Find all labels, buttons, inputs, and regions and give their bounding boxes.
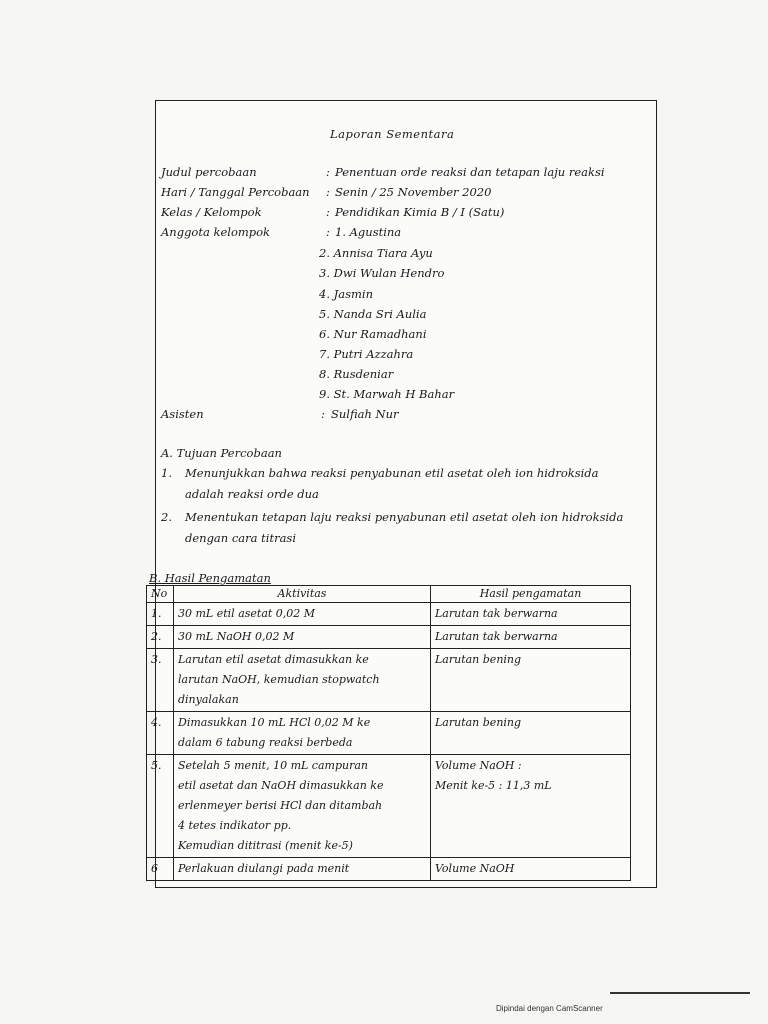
activity-line: Setelah 5 menit, 10 mL campuran — [178, 759, 368, 772]
section-a-heading: A. Tujuan Percobaan — [161, 446, 282, 460]
activity-line: 4 tetes indikator pp. — [178, 819, 292, 832]
member-item: 9. St. Marwah H Bahar — [319, 387, 455, 401]
cell-no: 6 — [147, 858, 174, 881]
member-item: 6. Nur Ramadhani — [319, 327, 427, 341]
activity-line: 30 mL etil asetat 0,02 M — [178, 607, 316, 620]
cell-activity — [174, 712, 431, 755]
result-line: Larutan bening — [435, 716, 522, 729]
cell-no: 4. — [147, 712, 174, 755]
field-value: Sulfiah Nur — [331, 407, 399, 421]
result-line: Larutan tak berwarna — [435, 607, 558, 620]
member-item: 5. Nanda Sri Aulia — [319, 307, 427, 321]
table-row — [147, 712, 631, 755]
activity-line: Larutan etil asetat dimasukkan ke — [178, 653, 369, 666]
table-row — [147, 858, 631, 881]
activity-line: 30 mL NaOH 0,02 M — [178, 630, 295, 643]
activity-line: Dimasukkan 10 mL HCl 0,02 M ke — [178, 716, 371, 729]
table-header-row — [147, 586, 631, 603]
report-sheet — [149, 100, 657, 888]
cell-result — [431, 712, 631, 755]
activity-line: Kemudian dititrasi (menit ke-5) — [178, 839, 353, 852]
observation-table — [146, 585, 631, 881]
column-header: Hasil pengamatan — [431, 586, 631, 603]
member-item: 3. Dwi Wulan Hendro — [319, 266, 445, 280]
activity-line: Perlakuan diulangi pada menit — [178, 862, 350, 875]
cell-no: 3. — [147, 649, 174, 712]
field-label: Anggota kelompok — [161, 225, 271, 239]
table-row — [147, 626, 631, 649]
field-colon: : — [326, 205, 330, 219]
member-item: 4. Jasmin — [319, 287, 373, 301]
cell-result — [431, 626, 631, 649]
cell-no: 5. — [147, 755, 174, 858]
result-line: Menit ke-5 : 11,3 mL — [435, 779, 552, 792]
table-row — [147, 649, 631, 712]
cell-no: 1. — [147, 603, 174, 626]
activity-line: dinyalakan — [178, 693, 239, 706]
member-item: 2. Annisa Tiara Ayu — [319, 246, 433, 260]
column-header: Aktivitas — [174, 586, 431, 603]
aim-text: Menunjukkan bahwa reaksi penyabunan etil asetat oleh ion hidroksida — [185, 466, 599, 480]
cell-result — [431, 755, 631, 858]
field-label: Hari / Tanggal Percobaan — [161, 185, 310, 199]
activity-line: dalam 6 tabung reaksi berbeda — [178, 736, 353, 749]
field-label: Kelas / Kelompok — [161, 205, 262, 219]
cell-no: 2. — [147, 626, 174, 649]
table-row — [147, 603, 631, 626]
column-header: No — [147, 586, 174, 603]
cell-activity — [174, 858, 431, 881]
section-b-heading: B. Hasil Pengamatan — [149, 571, 271, 585]
member-item: 7. Putri Azzahra — [319, 347, 414, 361]
aim-text: adalah reaksi orde dua — [185, 487, 319, 501]
cell-activity — [174, 603, 431, 626]
cell-activity — [174, 626, 431, 649]
result-line: Volume NaOH — [435, 862, 515, 875]
field-value: Senin / 25 November 2020 — [335, 185, 492, 199]
report-title: Laporan Sementara — [330, 127, 455, 141]
aim-text: Menentukan tetapan laju reaksi penyabunan etil asetat oleh ion hidroksida — [185, 510, 624, 524]
field-colon: : — [326, 165, 330, 179]
cell-activity — [174, 755, 431, 858]
cell-activity — [174, 649, 431, 712]
activity-line: larutan NaOH, kemudian stopwatch — [178, 673, 380, 686]
cell-result — [431, 649, 631, 712]
field-value: Pendidikan Kimia B / I (Satu) — [335, 205, 505, 219]
result-line: Larutan bening — [435, 653, 522, 666]
aim-number: 1. — [161, 466, 172, 480]
cell-result — [431, 858, 631, 881]
table-row — [147, 755, 631, 858]
aim-number: 2. — [161, 510, 172, 524]
result-line: Larutan tak berwarna — [435, 630, 558, 643]
field-colon: : — [326, 185, 330, 199]
field-colon: : — [326, 225, 330, 239]
footer-divider — [610, 992, 750, 994]
scanner-watermark: Dipindai dengan CamScanner — [496, 1004, 603, 1013]
field-label: Judul percobaan — [161, 165, 257, 179]
field-value: 1. Agustina — [335, 225, 402, 239]
field-label: Asisten — [161, 407, 204, 421]
result-line: Volume NaOH : — [435, 759, 522, 772]
activity-line: erlenmeyer berisi HCl dan ditambah — [178, 799, 383, 812]
cell-result — [431, 603, 631, 626]
activity-line: etil asetat dan NaOH dimasukkan ke — [178, 779, 384, 792]
field-colon: : — [321, 407, 325, 421]
aim-text: dengan cara titrasi — [185, 531, 297, 545]
member-item: 8. Rusdeniar — [319, 367, 394, 381]
field-value: Penentuan orde reaksi dan tetapan laju reaksi — [335, 165, 605, 179]
